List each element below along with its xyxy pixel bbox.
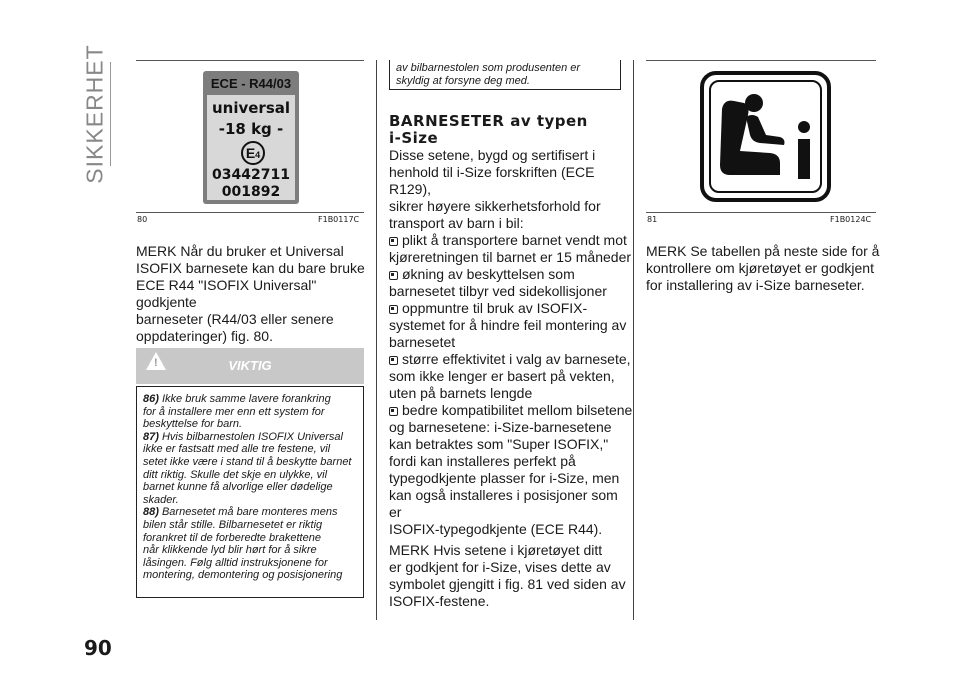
checkbox-bullet-icon [389,271,398,280]
warning-title: VIKTIG [228,358,272,373]
checkbox-bullet-icon [389,407,398,416]
bullet-item: økning av beskyttelsen som barnesetet tilbyr ved sidekollisjoner [389,266,607,299]
section-heading-i-size: BARNESETER av typen i-Size [389,112,588,147]
figure-81-caption-rule [646,212,876,213]
bullet-item: oppmuntre til bruk av ISOFIX- systemet for å hindre feil montering av barnesetet [389,300,627,350]
bullet-item: plikt å transportere barnet vendt mot kjøreretningen til barnet er 15 måneder [389,232,632,265]
bullet-item: bedre kompatibilitet mellom bilsetene og barnesetene: i-Size-barnesetene kan betraktes som "Super ISOFIX," fordi kan installeres perfekt på typegodkjente plasser for i-Size, men kan også installeres i posisjoner som er ISOFIX-typegodkjente (ECE R44). [389,402,633,537]
warning-exclamation-icon: ! [154,357,158,369]
label-code-1: 03442711 [212,167,290,183]
label-universal: universal [211,99,291,117]
warning-header [136,348,364,384]
figure-81-top-rule [646,60,876,61]
label-code-2: 001892 [221,184,281,200]
figure-80-number: 80 [137,215,148,224]
i-size-note: MERK Hvis setene i kjøretøyet ditt er godkjent for i-Size, vises dette av symbolet gjengitt i fig. 81 ved siden av ISOFIX-festene. [389,542,626,609]
section-side-tab: SIKKERHET [81,44,108,184]
warning-item-87: 87) Hvis bilbarnestolen ISOFIX Universal ikke er fastsatt med alle tre festene, vil setet ikke være i stand til å beskytte barnet ditt riktig. Skulle det skje en ulykke, vil barnet kunne få alvorlige eller dødelige skader. [143,430,352,506]
warning-item-86: 86) Ikke bruk samme lavere forankring for å installere mer enn ett system for beskyttelse for barn. [143,393,331,431]
warning-continuation-box: av bilbarnestolen som produsenten er skyldig at forsyne deg med. [389,60,621,90]
figure-81-number: 81 [647,215,658,224]
approval-e-mark-icon: E4 [241,141,265,165]
checkbox-bullet-icon [389,356,398,365]
left-note-paragraph: MERK Når du bruker et Universal ISOFIX barnesete kan du bare bruke ECE R44 "ISOFIX Universal" godkjente barneseter (R44/03 eller senere oppdateringer) fig. 80. [136,243,365,344]
ece-approval-label [203,71,299,204]
checkbox-bullet-icon [389,305,398,314]
label-weight: -18 kg - [218,120,284,138]
column-divider-right [633,60,634,620]
i-size-intro: Disse setene, bygd og sertifisert i henhold til i-Size forskriften (ECE R129), sikrer høyere sikkerhetsforhold for transport av barn i bil: plikt å transportere barnet vendt mot kjøreretningen til barnet er 15 måneder økning av beskyttelsen som barnesetet tilbyr ved sidekollisjoner oppmuntre til bruk av ISOFIX- systemet for å hindre feil montering av barnesetet større effektivitet i valg av barnesete, som ikke lenger er basert på vekten, uten på barnets lengde bedre kompatibilitet mellom bilsetene og barnesetene: i-Size-barnesetene kan betraktes som "Super ISOFIX," fordi kan installeres perfekt på typegodkjente plasser for i-Size, men kan også installeres i posisjoner som er ISOFIX-typegodkjente (ECE R44). MERK Hvis setene i kjøretøyet ditt er godkjent for i-Size, vises dette av symbolet gjengitt i fig. 81 ved siden av ISOFIX-festene. [389,147,633,609]
checkbox-bullet-icon [389,237,398,246]
figure-80-ref: F1B0117C [318,215,360,224]
page-number: 90 [84,636,112,660]
child-seat-info-icon [700,71,831,202]
warning-box [136,386,364,598]
right-note-paragraph: MERK Se tabellen på neste side for å kontrollere om kjøretøyet er godkjent for installering av i-Size barneseter. [646,243,880,293]
bullet-item: større effektivitet i valg av barnesete, som ikke lenger er basert på vekten, uten på barnets lengde [389,351,631,401]
label-top-text: ECE - R44/03 [207,75,295,93]
figure-80-caption-rule [136,212,364,213]
column-divider-left [376,60,377,620]
side-tab-divider [110,62,111,166]
figure-80-top-rule [136,60,364,61]
warning-item-88: 88) Barnesetet må bare monteres mens bilen står stille. Bilbarnesetet er riktig forankret til de forberedte brakettene når klikkende lyd blir hørt for å sikre låsingen. Følg alltid instruksjonene for montering, demontering og posisjonering [143,506,343,582]
figure-81-ref: F1B0124C [830,215,872,224]
